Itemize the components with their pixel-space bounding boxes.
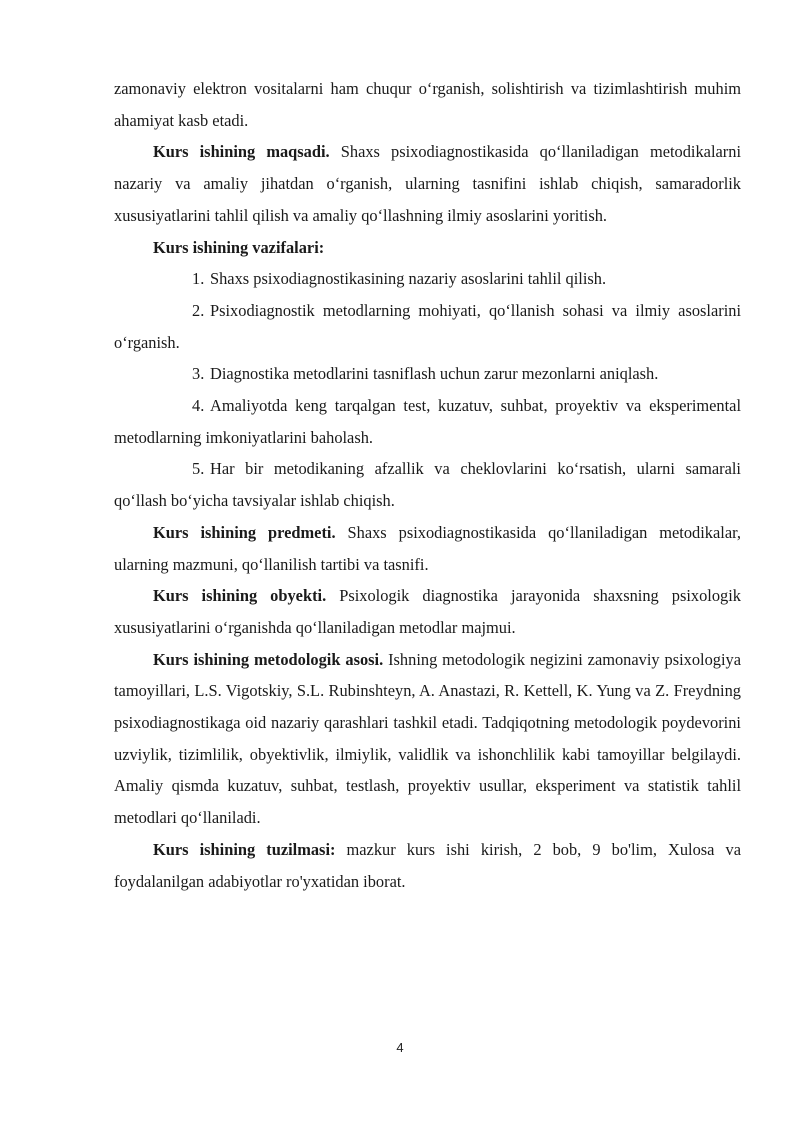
subject-text: Shaxs psixodiagnostikasida qo‘llaniladigan metodikalar, ularning mazmuni, qo‘llanilish tartibi va tasnifi. xyxy=(114,522,742,574)
task-text: Har bir metodikaning afzallik va cheklovlarini ko‘rsatish, ularni samarali qo‘llash bo‘yicha tavsiyalar ishlab chiqish. xyxy=(114,459,741,511)
object-text: Psixologik diagnostika jarayonida shaxsning psixologik xususiyatlarini o‘rganishda qo‘llaniladigan metodlar majmui. xyxy=(114,586,741,637)
goal-text: Shaxs psixodiagnostikasida qo‘llaniladigan metodikalarni nazariy va amaliy jihatdan o‘rganish, ularning tasnifini ishlab chiqish, samaradorlik xususiyatlarini tahlil qilish va amaliy qo‘llashning ilmiy asoslarini yoritish. xyxy=(114,142,741,225)
paragraph-intro: zamonaviy elektron vositalarni ham chuqur o‘rganish, solishtirish va tizimlashtirish muhim ahamiyat kasb etadi. xyxy=(114,79,741,130)
goal-heading: Kurs ishining maqsadi. xyxy=(153,142,330,162)
structure-text: mazkur kurs ishi kirish, 2 bob, 9 bo'lim, Xulosa va foydalanilgan adabiyotlar ro'yxatidan iborat. xyxy=(114,839,741,891)
paragraph-structure xyxy=(114,834,741,897)
task-item xyxy=(114,453,741,516)
task-number: 3. xyxy=(192,364,205,384)
paragraph-object xyxy=(114,580,741,643)
paragraph-methodology xyxy=(114,644,741,834)
task-text: Shaxs psixodiagnostikasining nazariy asoslarini tahlil qilish. xyxy=(210,269,607,289)
task-text: Amaliyotda keng tarqalgan test, kuzatuv, suhbat, proyektiv va eksperimental metodlarning imkoniyatlarini baholash. xyxy=(114,396,741,447)
page-number: 4 xyxy=(396,1040,404,1055)
methodology-heading: Kurs ishining metodologik asosi. xyxy=(153,649,384,669)
task-text: Psixodiagnostik metodlarning mohiyati, qo‘llanish sohasi va ilmiy asoslarini o‘rganish. xyxy=(114,300,741,352)
paragraph-subject xyxy=(114,517,741,580)
task-item xyxy=(114,358,741,390)
tasks-heading: Kurs ishining vazifalari: xyxy=(153,237,325,257)
subject-heading: Kurs ishining predmeti. xyxy=(153,522,336,542)
task-number: 4. xyxy=(192,396,205,416)
structure-heading: Kurs ishining tuzilmasi: xyxy=(153,839,336,859)
paragraph-goal xyxy=(114,136,741,231)
task-item xyxy=(114,263,741,295)
task-item xyxy=(114,295,741,358)
object-heading: Kurs ishining obyekti. xyxy=(153,586,327,606)
task-number: 2. xyxy=(192,300,205,320)
document-page xyxy=(114,73,741,897)
task-number: 5. xyxy=(192,459,205,479)
methodology-text: Ishning metodologik negizini zamonaviy psixologiya tamoyillari, L.S. Vigotskiy, S.L. Rubinshteyn, A. Anastazi, R. Kettell, K. Yung va Z. Freydning psixodiagnostikaga oid nazariy qarashlari tashkil etadi. Tadqiqotning metodologik poydevorini uzviylik, tizimlilik, obyektivlik, ilmiylik, validlik va ishonchlilik kabi tamoyillar belgilaydi. Amaliy qismda kuzatuv, suhbat, testlash, proyektiv usullar, eksperiment va statistik tahlil metodlari qo‘llaniladi. xyxy=(114,649,741,828)
task-item xyxy=(114,390,741,453)
task-number: 1. xyxy=(192,269,205,289)
task-text: Diagnostika metodlarini tasniflash uchun zarur mezonlarni aniqlash. xyxy=(210,364,659,384)
